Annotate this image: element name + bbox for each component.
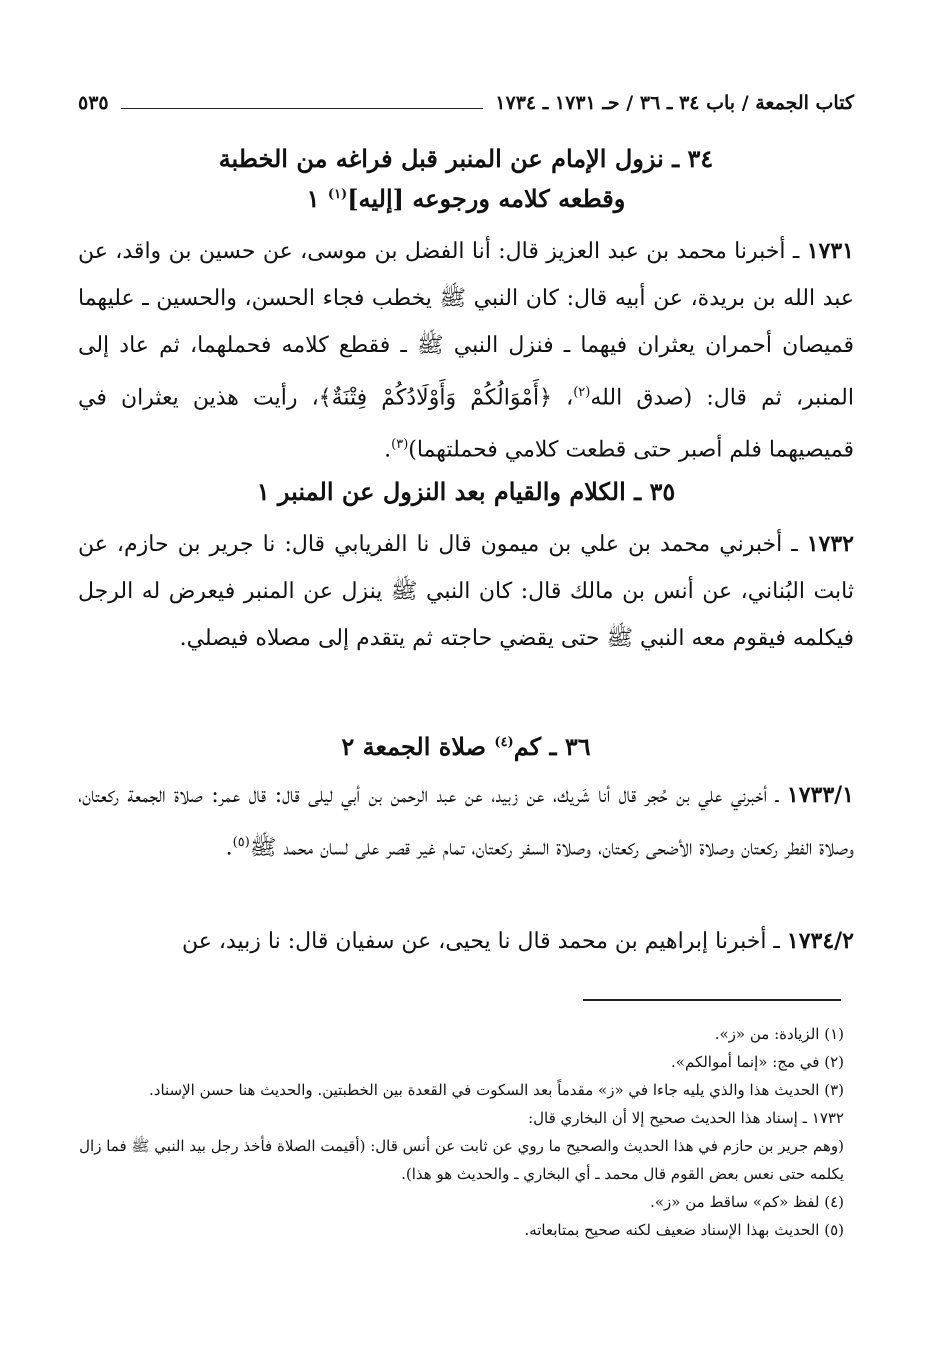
chapter-34-tail: ١	[306, 184, 328, 213]
chapter-34-line1: ٣٤ ـ نزول الإمام عن المنبر قبل فراغه من الخطبة	[218, 144, 714, 173]
footnote-3: (٣) الحديث هذا والذي يليه جاءا في «ز» مقدماً بعد السكوت في القعدة بين الخطبتين. والحديث هنا حسن الإسناد.	[149, 1081, 844, 1099]
chapter-34-line2	[70, 177, 862, 217]
page-number: ٥٣٥	[78, 92, 109, 114]
hadith-1734	[78, 918, 854, 965]
hadith-number: ١٧٣٤/٢	[786, 928, 854, 954]
chapter-34-line2-text: وقطعه كلامه ورجوعه [إليه]	[347, 184, 626, 213]
footnote-3-note: ١٧٣٢ ـ إسناد هذا الحديث صحيح إلا أن البخاري قال:	[528, 1109, 844, 1127]
hadith-1731	[78, 228, 854, 474]
hadith-text: ـ أخبرنا محمد بن عبد العزيز قال: أنا الفضل بن موسى، عن حسين بن واقد، عن عبد الله بن بريدة، عن أبيه قال: كان النبي ﷺ يخطب فجاء الحسن، والحسين ـ عليهما قميصان أحمران يعثران فيهما ـ فنزل النبي ﷺ ـ فقطع كلامه فحملهما، ثم عاد إلى المنبر، ثم قال: (صدق الله	[78, 239, 854, 411]
footnote-ref-3: (٣)	[391, 437, 409, 453]
footnote-ref-4: (٤)	[494, 735, 514, 750]
chapter-36-before: ٣٦ ـ كم	[513, 732, 591, 761]
footnote-5: (٥) الحديث بهذا الإسناد ضعيف لكنه صحيح بمتابعاته.	[524, 1221, 844, 1239]
footnotes	[78, 1020, 844, 1244]
chapter-34-heading	[70, 141, 862, 217]
chapter-36-after: صلاة الجمعة ٢	[341, 732, 495, 761]
running-header	[78, 86, 854, 120]
hadith-text: ـ أخبرنا إبراهيم بن محمد قال نا يحيى، عن سفيان قال: نا زبيد، عن	[182, 929, 787, 954]
footnote-ref-5: (٥)	[232, 835, 250, 850]
chapter-35-heading: ٣٥ ـ الكلام والقيام بعد النزول عن المنبر ١	[256, 477, 676, 506]
footnote-2: (٢) في مج: «إنما أموالكم».	[671, 1053, 844, 1071]
hadith-1732	[78, 521, 854, 662]
hadith-end: .	[384, 437, 392, 463]
hadith-number: ١٧٣٣/١	[786, 782, 854, 808]
footnote-4: (٤) لفظ «كم» ساقط من «ز».	[650, 1193, 844, 1211]
footnote-ref-2: (٢)	[573, 385, 591, 400]
footnote-ref-1: (١)	[327, 187, 348, 202]
hadith-1733	[78, 772, 854, 871]
footnote-3-quote: (وهم جرير بن حازم في هذا الحديث والصحيح ما روي عن ثابت عن أنس قال: (أقيمت الصلاة فأخذ رجل بيد النبي ﷺ فما زال يكلمه حتى نعس بعض القوم قال محمد ـ أي البخاري ـ والحديث هو هذا).	[79, 1137, 844, 1183]
hadith-end: .	[225, 835, 233, 861]
hadith-number: ١٧٣١	[806, 238, 854, 264]
header-rule	[121, 108, 484, 109]
hadith-text: ـ أخبرني علي بن حُجر قال أنا شَريك، عن زبيد، عن عبد الرحمن بن أبي ليلى قال: قال عمر: صلاة الجمعة ركعتان، وصلاة الفطر ركعتان وصلاة الأضحى ركعتان، وصلاة السفر ركعتان، تمام غير قصر على لسان محمد ﷺ	[78, 783, 854, 861]
footnote-1: (١) الزيادة: من «ز».	[714, 1025, 844, 1043]
hadith-number: ١٧٣٢	[806, 531, 854, 557]
chapter-36-heading	[70, 725, 862, 765]
running-header-title: كتاب الجمعة / باب ٣٤ ـ ٣٦ / حـ ١٧٣١ ـ ١٧٣٤	[495, 92, 854, 114]
hadith-text: ـ أخبرني محمد بن علي بن ميمون قال نا الفريابي قال: نا جرير بن حازم، عن ثابت البُناني، عن أنس بن مالك قال: كان النبي ﷺ ينزل عن المنبر فيعرض له الرجل فيكلمه فيقوم معه النبي ﷺ حتى يقضي حاجته ثم يتقدم إلى مصلاه فيصلي.	[78, 532, 854, 651]
footnote-separator	[583, 999, 841, 1001]
hadith-text-cont: ، ﴿أَمْوَالُكُمْ وَأَوْلَادُكُمْ فِتْنَةٌ﴾، رأيت هذين يعثران في قميصيهما فلم أصبر حتى قطعت كلامي فحملتهما)	[78, 385, 854, 463]
